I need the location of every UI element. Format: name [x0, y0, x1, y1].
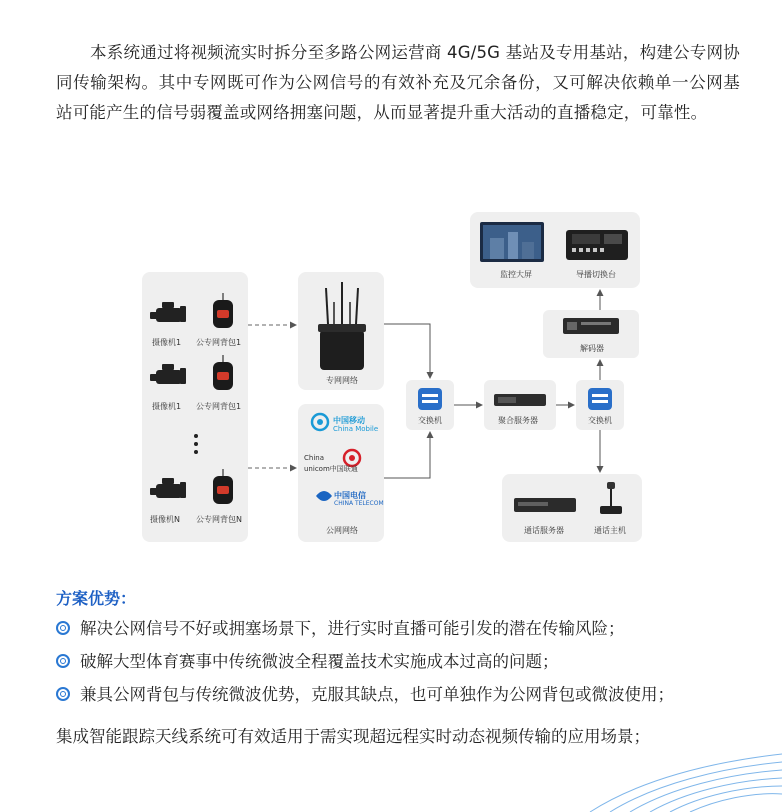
china-telecom-en: CHINA TELECOM [334, 500, 384, 507]
switch-left-label: 交换机 [418, 416, 442, 425]
monitor-wall-label: 监控大屏 [500, 270, 532, 279]
decoder-label: 解码器 [580, 344, 604, 353]
system-architecture-diagram [0, 190, 782, 562]
switch-icon [588, 388, 612, 410]
server-icon [494, 394, 546, 406]
more-dots [194, 434, 198, 454]
public-network-label: 公网网络 [326, 526, 358, 535]
advantages-list [56, 612, 756, 711]
private-network-label: 专网网络 [326, 376, 358, 385]
switch-icon [418, 388, 442, 410]
call-server-label: 通话服务器 [524, 526, 564, 535]
china-unicom-en: unicom中国联通 [304, 465, 358, 473]
call-host-label: 通话主机 [594, 526, 626, 535]
switch-right-label: 交换机 [588, 416, 612, 425]
backpack-label: 公专网背包1 [196, 402, 242, 411]
call-server-icon [514, 498, 576, 512]
list-item: 兼具公网背包与传统微波优势，克服其缺点，也可单独作为公网背包或微波使用； [56, 678, 756, 711]
ring-bullet-icon [56, 654, 70, 668]
china-telecom-cn: 中国电信 [334, 491, 366, 500]
decoder-icon [563, 318, 619, 334]
china-unicom-cn: China [304, 454, 324, 462]
monitor-wall-icon [480, 222, 544, 262]
director-switcher-label: 导播切换台 [576, 270, 616, 279]
china-mobile-en: China Mobile [333, 425, 379, 433]
advantages-title: 方案优势： [56, 589, 137, 608]
director-switcher-icon [566, 230, 628, 260]
aggregation-server-label: 聚合服务器 [498, 416, 538, 425]
decorative-waves [560, 740, 782, 812]
ring-bullet-icon [56, 621, 70, 635]
list-item: 破解大型体育赛事中传统微波全程覆盖技术实施成本过高的问题； [56, 645, 756, 678]
list-item: 解决公网信号不好或拥塞场景下，进行实时直播可能引发的潜在传输风险； [56, 612, 756, 645]
connector [384, 432, 430, 478]
backpack-label: 公专网背包N [196, 515, 242, 524]
advantages-final-line: 集成智能跟踪天线系统可有效适用于需实现超远程实时动态视频传输的应用场景； [56, 727, 650, 746]
camera-label: 摄像机N [150, 515, 180, 524]
camera-label: 摄像机1 [152, 402, 182, 411]
backpack-label: 公专网背包1 [196, 338, 242, 347]
camera-label: 摄像机1 [152, 338, 182, 347]
ring-bullet-icon [56, 687, 70, 701]
diagram-canvas [0, 190, 782, 562]
intro-paragraph: 本系统通过将视频流实时拆分至多路公网运营商 4G/5G 基站及专用基站，构建公专网协同传输架构。其中专网既可作为公网信号的有效补充及冗余备份，又可解决依赖单一公网基站可能产生的信号弱覆盖或网络拥塞问题，从而显著提升重大活动的直播稳定，可靠性。 [56, 43, 740, 122]
connector [384, 324, 430, 378]
china-mobile-cn: 中国移动 [333, 416, 365, 425]
